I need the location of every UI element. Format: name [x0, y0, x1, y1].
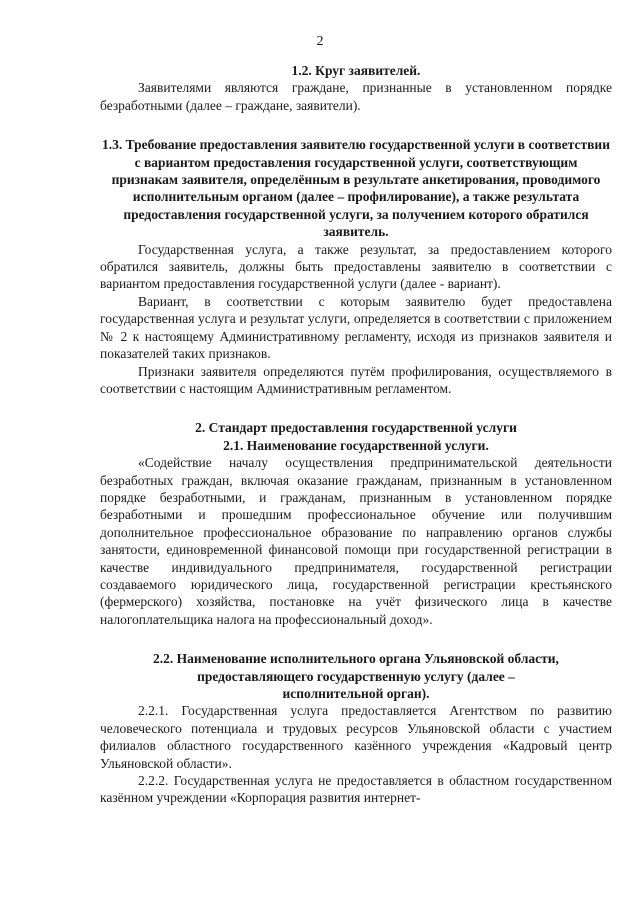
section-2-heading: 2. Стандарт предоставления государственной услуги [195, 420, 517, 436]
document-body [100, 62, 612, 807]
section-2-2-paragraph: 2.2.2. Государственная услуга не предоставляется в областном государственном казённом учреждении «Корпорация развития интернет- [100, 773, 612, 806]
page-number: 2 [316, 34, 324, 49]
section-2-1-paragraph: «Содействие началу осуществления предпринимательской деятельности безработных граждан, включая оказание гражданам, признанным в установленном порядке безработными, и гражданам, признанным в установленном порядке безработными и прошедшим профессиональное обучение или получившим дополнительное профессиональное образование по направлению органов службы занятости, единовременной финансовой помощи при государственной регистрации в качестве индивидуального предпринимателя, государственной регистрации создаваемого юридического лица, государственной регистрации крестьянского (фермерского) хозяйства, постановке на учёт физического лица в качестве налогоплательщика налога на профессиональный доход». [100, 455, 612, 627]
section-2-1-heading: 2.1. Наименование государственной услуги. [223, 437, 489, 453]
section-1-2-heading: 1.2. Круг заявителей. [291, 63, 421, 78]
section-1-3-paragraph: Государственная услуга, а также результат, за предоставлением которого обратился заявитель, должны быть предоставлены заявителю в соответствии с вариантом предоставления государственной услуги (далее - вариант). [100, 241, 612, 292]
section-1-3-paragraph: Вариант, в соответствии с которым заявителю будет предоставлена государственная услуга и результат услуги, определяется в соответствии с приложением № 2 к настоящему Административному регламенту, исходя из признаков заявителя и показателей таких признаков. [100, 293, 612, 362]
section-1-3-heading: 1.3. Требование предоставления заявителю государственной услуги в соответствии с вариантом предоставления государственной услуги, соответствующим признакам заявителя, определённым в результате анкетирования, проводимого исполнительным органом (далее – профилирование), а также результата предоставления государственной услуги, за получением которого обратился заявитель. [102, 137, 610, 240]
section-2-2-paragraph: 2.2.1. Государственная услуга предоставляется Агентством по развитию человеческого потенциала и трудовых ресурсов Ульяновской области с участием филиалов областного государственного казённого учреждения «Кадровый центр Ульяновской области». [100, 703, 612, 771]
section-1-3-paragraph: Признаки заявителя определяются путём профилирования, осуществляемого в соответствии с настоящим Административным регламентом. [100, 363, 612, 396]
section-2-2-heading: 2.2. Наименование исполнительного органа Ульяновской области, предоставляющего государственную услугу (далее – исполнительной орган). [153, 651, 559, 701]
section-1-2-paragraph: Заявителями являются граждане, признанные в установленном порядке безработными (далее – граждане, заявители). [100, 80, 612, 113]
